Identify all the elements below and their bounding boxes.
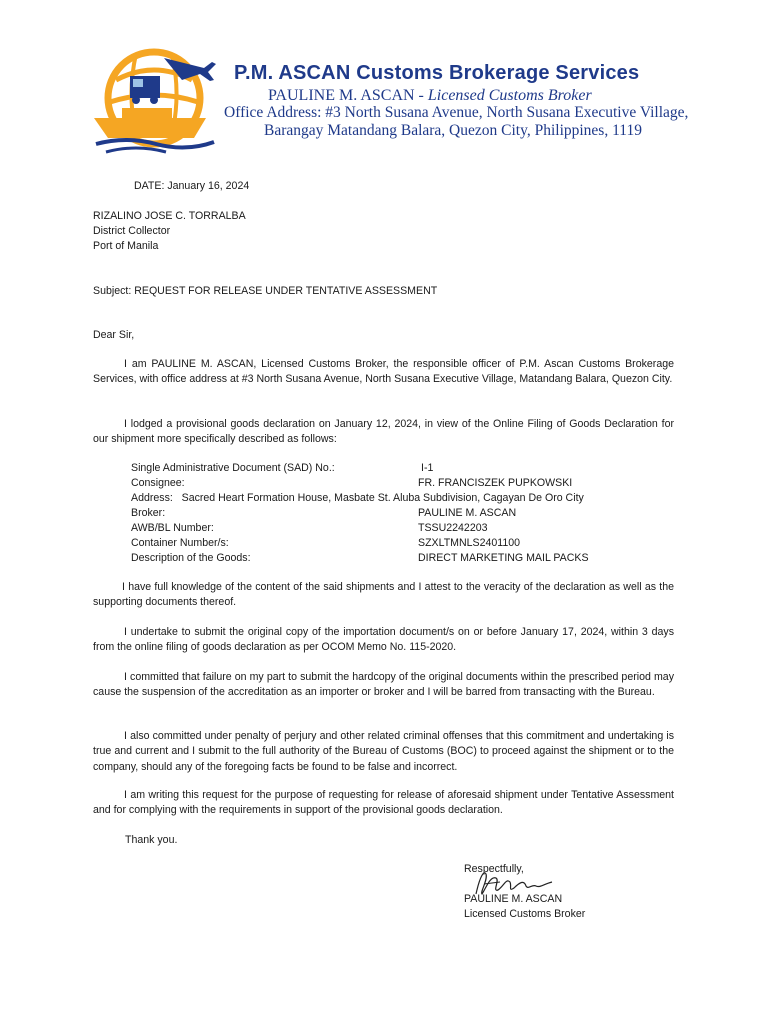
detail-sad-label: Single Administrative Document (SAD) No.: <box>131 462 335 474</box>
recipient-name: RIZALINO JOSE C. TORRALBA <box>93 210 246 222</box>
detail-broker-value: PAULINE M. ASCAN <box>418 507 517 519</box>
detail-awb-label: AWB/BL Number: <box>131 522 214 534</box>
detail-container-value: SZXLTMNLS2401100 <box>418 537 521 549</box>
signer-name: PAULINE M. ASCAN <box>464 893 563 905</box>
paragraph-intro: I am PAULINE M. ASCAN, Licensed Customs Broker, the responsible officer of P.M. Ascan Customs Brokerage Services, with office address at #3 North Susana Avenue, North Susana Executive Village, Matandang Balara, Quezon City. <box>93 358 674 386</box>
office-address-line1: Office Address: #3 North Susana Avenue, North Susana Executive Village, <box>224 104 689 121</box>
detail-goods-label: Description of the Goods: <box>131 552 251 564</box>
signer-title: Licensed Customs Broker <box>464 908 586 920</box>
recipient-office: Port of Manila <box>93 240 159 252</box>
paragraph-declaration: I lodged a provisional goods declaration on January 12, 2024, in view of the Online Filing of Goods Declaration for our shipment more specifically described as follows: <box>93 418 674 446</box>
recipient-title: District Collector <box>93 225 171 237</box>
detail-awb-value: TSSU2242203 <box>418 522 488 534</box>
company-logo <box>86 40 226 155</box>
closing-respectfully: Respectfully, <box>464 863 524 875</box>
paragraph-commitment: I committed that failure on my part to submit the hardcopy of the original documents within the prescribed period may cause the suspension of the accreditation as an importer or broker and I will be barred from transacting with the Bureau. <box>93 671 674 699</box>
broker-heading <box>268 87 592 105</box>
office-address-line2: Barangay Matandang Balara, Quezon City, Philippines, 1119 <box>264 122 642 139</box>
company-name: P.M. ASCAN Customs Brokerage Services <box>234 62 640 84</box>
paragraph-knowledge: I have full knowledge of the content of the said shipments and I attest to the veracity of the declaration as well as the supporting documents thereof. <box>93 581 674 609</box>
letter-date: DATE: January 16, 2024 <box>134 180 250 192</box>
paragraph-purpose: I am writing this request for the purpose of requesting for release of aforesaid shipment under Tentative Assessment and for complying with the requirements in support of the provisional goods declaration. <box>93 789 674 817</box>
broker-heading-title: Licensed Customs Broker <box>427 87 592 104</box>
paragraph-undertaking: I undertake to submit the original copy of the importation document/s on or before January 17, 2024, within 3 days from the online filing of goods declaration as per OCOM Memo No. 115-2020. <box>93 626 674 654</box>
salutation: Dear Sir, <box>93 329 135 341</box>
subject-line: Subject: REQUEST FOR RELEASE UNDER TENTATIVE ASSESSMENT <box>93 285 438 297</box>
detail-sad-value: I-1 <box>421 462 434 474</box>
paragraph-perjury: I also committed under penalty of perjury and other related criminal offenses that this commitment and undertaking is true and current and I submit to the full authority of the Bureau of Customs (BOC) to proceed against the shipment or to the company, should any of the foregoing facts be found to be false and incorrect. <box>93 730 674 773</box>
detail-consignee-value: FR. FRANCISZEK PUPKOWSKI <box>418 477 573 489</box>
detail-container-label: Container Number/s: <box>131 537 229 549</box>
thank-you: Thank you. <box>125 834 178 846</box>
detail-broker-label: Broker: <box>131 507 166 519</box>
broker-heading-name: PAULINE M. ASCAN - <box>268 87 424 104</box>
detail-address: Address: Sacred Heart Formation House, Masbate St. Aluba Subdivision, Cagayan De Oro City <box>131 492 584 504</box>
detail-goods-value: DIRECT MARKETING MAIL PACKS <box>418 552 589 564</box>
detail-consignee-label: Consignee: <box>131 477 185 489</box>
